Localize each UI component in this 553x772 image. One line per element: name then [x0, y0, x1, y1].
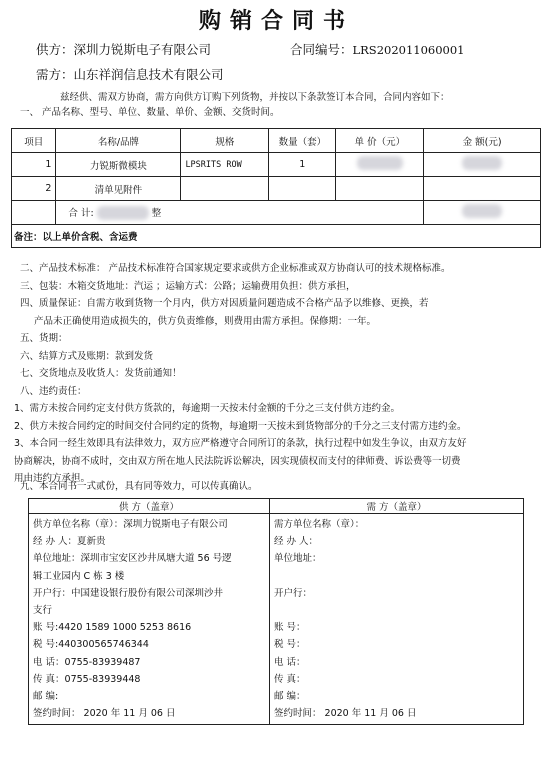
- col-header-qty: 数量（套）: [269, 129, 336, 153]
- unit-price-redacted: [336, 153, 424, 177]
- total-label: 合 计:: [68, 207, 94, 219]
- empty-cell: [424, 177, 541, 201]
- clause-3: 三、包装：木箱交货地址：汽运 ；运输方式：公路；运输费用负担：供方承担，: [20, 280, 356, 292]
- buyer-tax: 税 号：: [274, 639, 306, 651]
- supplier-address: 单位地址：深圳市宝安区沙井凤塘大道 56 号逻: [33, 553, 232, 565]
- buyer-unit: 需方单位名称（章）：: [274, 519, 365, 530]
- redaction-mark: [462, 156, 502, 170]
- redaction-mark: [462, 204, 502, 218]
- supplier-agent: 经 办 人：夏新贵: [33, 536, 106, 548]
- buyer-agent: 经 办 人：: [274, 536, 319, 548]
- table-row: [12, 153, 541, 177]
- section-1-heading: 一、 产品名称、型号、单位、数量、单价、金额、交货时间。: [20, 107, 280, 118]
- buyer-line: [36, 65, 224, 83]
- supplier-bank: 开户行：中国建设银行股份有限公司深圳沙井: [33, 587, 224, 599]
- product-qty: [269, 177, 336, 201]
- supplier-bank-cont: 支行: [33, 605, 53, 617]
- empty-cell: [12, 201, 56, 225]
- buyer-fax: 传 真：: [274, 673, 306, 685]
- total-cell: [56, 201, 424, 225]
- buyer-signature-block: [270, 514, 524, 725]
- supplier-signature-header: 供 方（盖章）: [29, 499, 270, 514]
- buyer-postcode: 邮 编：: [274, 691, 306, 703]
- product-name: 清单见附件: [56, 177, 181, 201]
- clause-2: 二、产品技术标准： 产品技术标准符合国家规定要求或供方企业标准或双方协商认可的技术规格标准。: [20, 263, 451, 274]
- col-header-name: 名称/品牌: [56, 129, 181, 153]
- supplier-unit: 供方单位名称（章）：深圳力锐斯电子有限公司: [33, 519, 228, 530]
- buyer-bank: 开户行：: [274, 587, 313, 599]
- buyer-phone: 电 话：: [274, 656, 306, 668]
- product-table-header: [12, 129, 541, 153]
- supplier-sign-date: 签约时间： 2020 年 11 月 06 日: [33, 708, 176, 720]
- signature-table: [28, 498, 524, 725]
- supplier-name: 深圳力锐斯电子有限公司: [73, 42, 212, 57]
- clause-4-cont: 产品未正确使用造成损失的，供方负责维修，则费用由需方承担。保修期：一年。: [34, 315, 377, 327]
- table-note: 备注：以上单价含税、含运费: [12, 225, 541, 248]
- col-header-item: 项目: [12, 129, 56, 153]
- supplier-signature-block: [29, 514, 270, 725]
- buyer-account: 账 号：: [274, 622, 306, 634]
- supplier-account: 账 号:4420 1589 1000 5253 8616: [33, 622, 192, 634]
- clause-8-2: 2、供方未按合同约定的时间交付合同约定的货物，每逾期一天按未到货物部分的千分之三支付需方违约金。: [14, 420, 467, 432]
- contract-title: 购销合同书: [198, 8, 354, 34]
- clause-8-3-cont: 协商解决，协商不成时，交由双方所在地人民法院诉讼解决，因实现债权而支付的律师费、诉讼费等一切费: [14, 455, 461, 467]
- empty-cell: [336, 177, 424, 201]
- col-header-spec: 规格: [181, 129, 269, 153]
- row-number: 2: [12, 177, 56, 201]
- supplier-label: 供方：: [36, 42, 74, 57]
- total-row: [12, 201, 541, 225]
- product-spec: LPSRITS ROW: [181, 153, 269, 177]
- clauses: [20, 260, 451, 400]
- redaction-mark: [97, 206, 149, 220]
- col-header-unit-price: 单 价（元）: [336, 129, 424, 153]
- product-table: [11, 128, 541, 248]
- supplier-line: [36, 40, 211, 58]
- supplier-phone: 电 话：0755-83939487: [33, 656, 141, 668]
- table-row: [12, 177, 541, 201]
- clause-7: 七、交货地点及收货人：发货前通知！: [20, 368, 182, 379]
- clause-8: 八、违约责任：: [20, 385, 87, 397]
- contract-intro: 兹经供、需双方协商，需方向供方订购下列货物，并按以下条款签订本合同，合同内容如下：: [60, 92, 450, 103]
- supplier-fax: 传 真：0755-83939448: [33, 673, 141, 685]
- product-qty: 1: [269, 153, 336, 177]
- row-number: 1: [12, 153, 56, 177]
- redaction-mark: [357, 156, 403, 170]
- amount-redacted: [424, 153, 541, 177]
- total-amount-redacted: [424, 201, 541, 225]
- buyer-address: 单位地址：: [274, 553, 322, 565]
- clause-5: 五、货期：: [20, 333, 68, 344]
- product-name: 力锐斯微模块: [56, 153, 181, 177]
- contract-number-label: 合同编号：: [290, 42, 353, 57]
- buyer-signature-header: 需 方（盖章）: [270, 499, 524, 514]
- buyer-sign-date: 签约时间： 2020 年 11 月 06 日: [274, 708, 417, 720]
- contract-number: LRS202011060001: [352, 43, 465, 57]
- contract-number-line: [290, 40, 465, 58]
- clause-8-1: 1、需方未按合同约定支付供方货款的，每逾期一天按未付金额的千分之三支付供方违约金。: [14, 403, 401, 414]
- buyer-name: 山东祥润信息技术有限公司: [73, 67, 224, 82]
- clause-8-3-cont2: 用由违约方承担。: [14, 473, 91, 484]
- clause-9: 九、本合同书一式贰份，具有同等效力，可以传真确认。: [20, 481, 258, 492]
- note-row: [12, 225, 541, 248]
- supplier-address-cont: 辑工业园内 C 栋 3 楼: [33, 570, 125, 582]
- clause-4: 四、质量保证：自需方收到货物一个月内，供方对因质量问题造成不合格产品予以维修、更换，若: [20, 298, 429, 309]
- clauses-breach: [14, 400, 467, 488]
- col-header-amount: 金 额(元): [424, 129, 541, 153]
- supplier-tax: 税 号:440300565746344: [33, 639, 149, 651]
- total-suffix: 整: [151, 207, 162, 219]
- supplier-postcode: 邮 编:: [33, 691, 59, 703]
- clause-8-3: 3、本合同一经生效即具有法律效力，双方应严格遵守合同所订的条款，执行过程中如发生争议，由双方友好: [14, 438, 467, 449]
- product-spec: [181, 177, 269, 201]
- clause-6: 六、结算方式及账期：款到发货: [20, 350, 154, 362]
- buyer-label: 需方：: [36, 67, 74, 82]
